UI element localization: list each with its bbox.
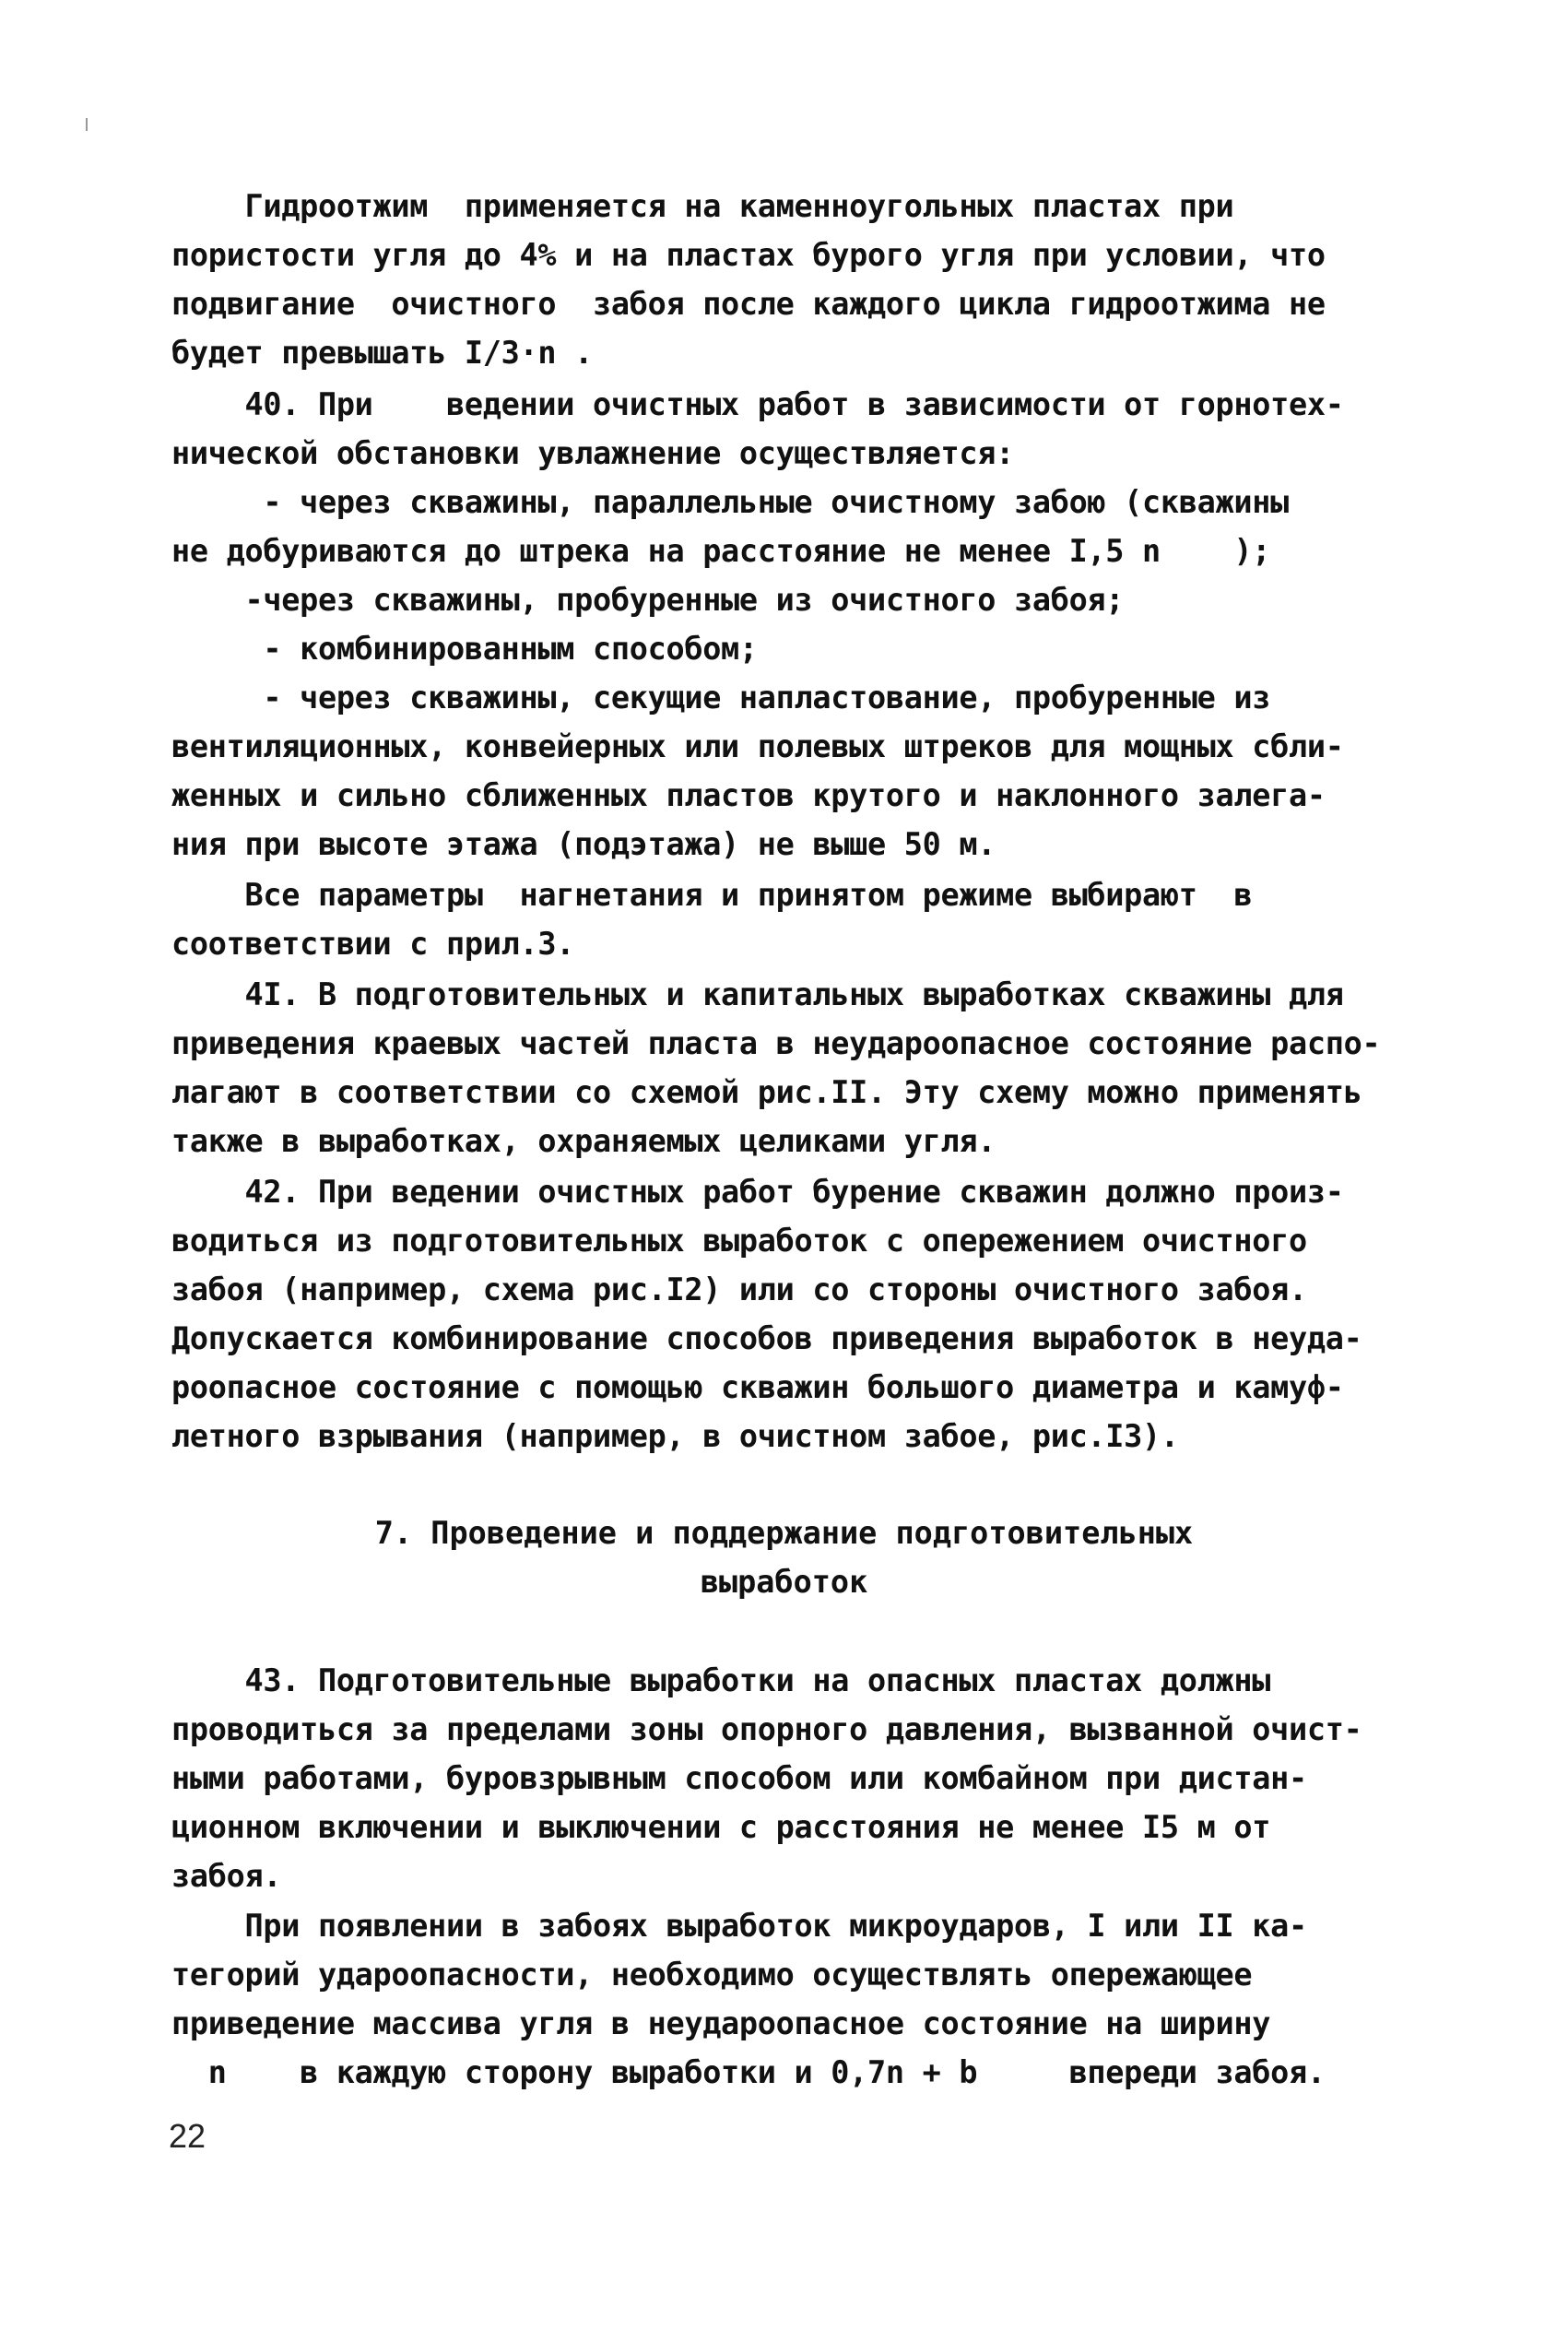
text-line: подвигание очистного забоя после каждого цикла гидроотжима не: [171, 286, 1326, 322]
text-line: забоя (например, схема рис.I2) или со стороны очистного забоя.: [171, 1271, 1307, 1307]
section-heading-continued: выработок: [700, 1564, 868, 1600]
page-number: 22: [169, 2117, 206, 2155]
text-line: вентиляционных, конвейерных или полевых штреков для мощных сбли-: [171, 728, 1344, 764]
text-line: будет превышать I/3·n .: [171, 335, 593, 371]
text-line: нической обстановки увлажнение осуществляется:: [171, 435, 1014, 471]
text-line: роопасное состояние с помощью скважин большого диаметра и камуф-: [171, 1369, 1344, 1405]
text-line: Гидроотжим применяется на каменноугольных пластах при: [171, 188, 1234, 224]
text-line: 42. При ведении очистных работ бурение скважин должно произ-: [171, 1174, 1344, 1210]
text-line: - через скважины, секущие напластование, пробуренные из: [171, 680, 1271, 716]
text-line: лагают в соответствии со схемой рис.II. Эту схему можно применять: [171, 1074, 1362, 1110]
text-line: приведения краевых частей пласта в неудароопасное состояние распо-: [171, 1025, 1381, 1061]
text-line: - комбинированным способом;: [171, 631, 758, 667]
text-line: Допускается комбинирование способов приведения выработок в неуда-: [171, 1320, 1362, 1356]
text-line: ния при высоте этажа (подэтажа) не выше 50 м.: [171, 826, 996, 862]
scan-speck: [86, 118, 88, 131]
text-line: соответствии с прил.3.: [171, 926, 575, 962]
text-line: женных и сильно сближенных пластов крутого и наклонного залега-: [171, 777, 1326, 813]
text-line: ными работами, буровзрывным способом или комбайном при дистан-: [171, 1760, 1307, 1796]
text-line: также в выработках, охраняемых целиками угля.: [171, 1123, 996, 1159]
text-line: водиться из подготовительных выработок с опережением очистного: [171, 1223, 1307, 1259]
text-line: -через скважины, пробуренные из очистного забоя;: [171, 582, 1125, 618]
text-line: 4I. В подготовительных и капитальных выработках скважины для: [171, 976, 1344, 1012]
text-line: - через скважины, параллельные очистному забою (скважины: [171, 484, 1289, 520]
text-line: тегорий удароопасности, необходимо осуществлять опережающее: [171, 1957, 1253, 1993]
text-line: Все параметры нагнетания и принятом режиме выбирают в: [171, 877, 1253, 913]
text-line: проводиться за пределами зоны опорного давления, вызванной очист-: [171, 1711, 1362, 1747]
text-line: приведение массива угля в неудароопасное состояние на ширину: [171, 2005, 1271, 2041]
text-line: ционном включении и выключении с расстояния не менее I5 м от: [171, 1809, 1271, 1845]
text-line: не добуриваются до штрека на расстояние не менее I,5 n );: [171, 533, 1271, 569]
section-heading: 7. Проведение и поддержание подготовительных: [374, 1515, 1194, 1551]
text-line: забоя.: [171, 1858, 282, 1894]
text-line: 40. При ведении очистных работ в зависимости от горнотех-: [171, 386, 1344, 422]
text-line: При появлении в забоях выработок микроударов, I или II ка-: [171, 1908, 1307, 1944]
text-line: летного взрывания (например, в очистном забое, рис.I3).: [171, 1418, 1179, 1454]
text-line: n в каждую сторону выработки и 0,7n + b впереди забоя.: [171, 2054, 1326, 2090]
text-line: 43. Подготовительные выработки на опасных пластах должны: [171, 1662, 1271, 1698]
text-line: пористости угля до 4% и на пластах бурого угля при условии, что: [171, 237, 1326, 273]
